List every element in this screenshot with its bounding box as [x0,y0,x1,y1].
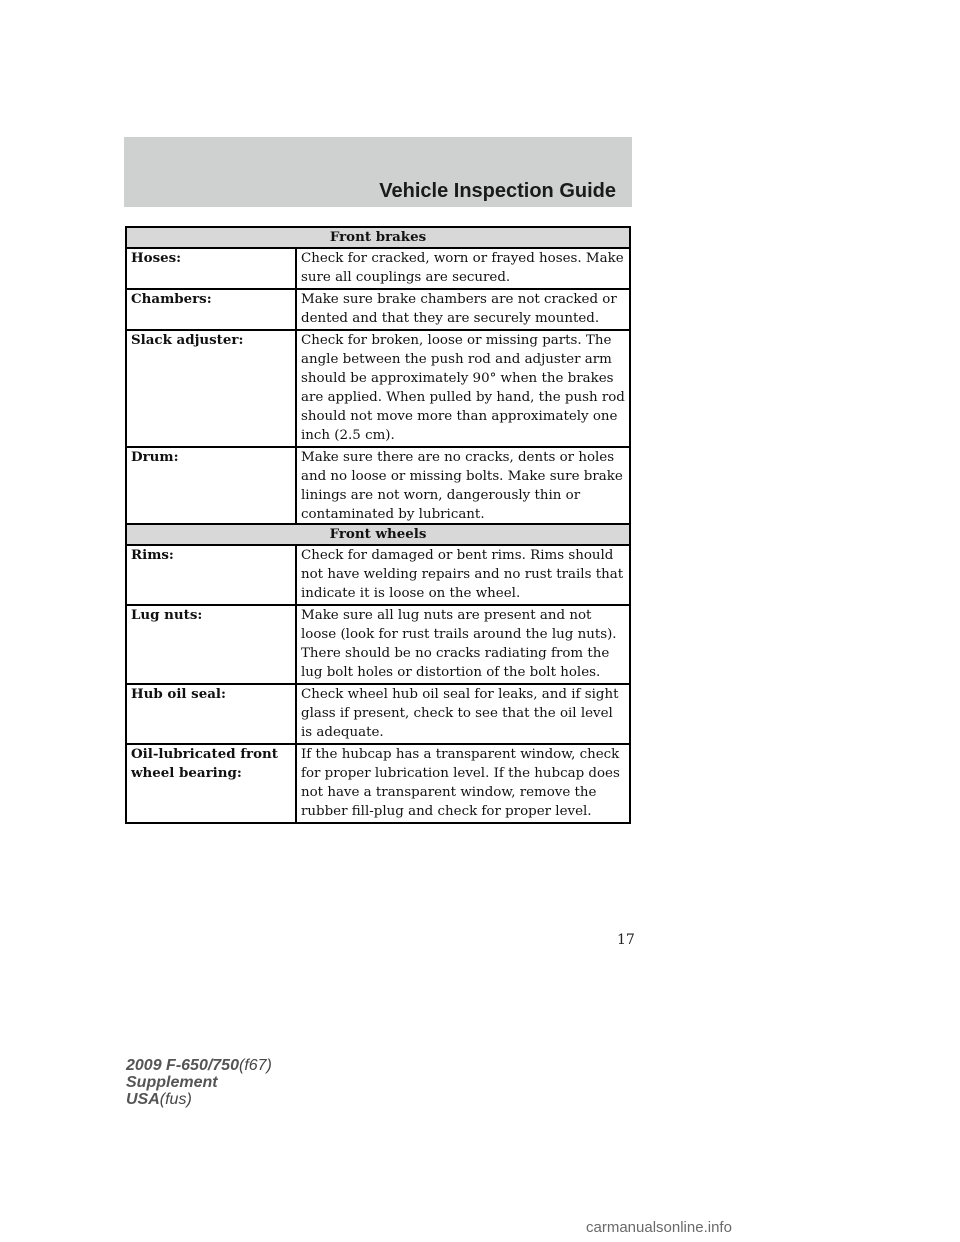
row-label: Slack adjuster: [126,330,296,447]
row-label: Drum: [126,447,296,526]
table-row [126,545,630,605]
row-text: Make sure there are no cracks, dents or holes and no loose or missing bolts. Make sure brake linings are not worn, dangerously thin or contaminated by lubricant. [296,447,630,526]
row-text: Check for cracked, worn or frayed hoses. Make sure all couplings are secured. [296,248,630,289]
front-wheels-table [125,523,631,824]
row-text: Check wheel hub oil seal for leaks, and if sight glass if present, check to see that the oil level is adequate. [296,684,630,744]
row-label: Rims: [126,545,296,605]
row-text: Check for damaged or bent rims. Rims should not have welding repairs and no rust trails that indicate it is loose on the wheel. [296,545,630,605]
table-row [126,684,630,744]
row-text: Make sure brake chambers are not cracked or dented and that they are securely mounted. [296,289,630,330]
watermark-link[interactable]: carmanualsonline.info [586,1219,732,1236]
row-label: Lug nuts: [126,605,296,684]
footer-model: 2009 F-650/750 [126,1057,239,1074]
document-footer [126,1057,272,1108]
table-heading: Front wheels [126,524,630,545]
footer-market-line [126,1091,272,1108]
row-text: Make sure all lug nuts are present and not loose (look for rust trails around the lug nuts). There should be no cracks radiating from the lug bolt holes or distortion of the bolt holes. [296,605,630,684]
header-band [124,137,632,207]
table-row [126,744,630,823]
table-heading: Front brakes [126,227,630,248]
table-row [126,605,630,684]
table-row [126,248,630,289]
page-number: 17 [617,932,635,948]
row-label: Hoses: [126,248,296,289]
row-text: If the hubcap has a transparent window, check for proper lubrication level. If the hubcap does not have a transparent window, remove the rubber fill-plug and check for proper level. [296,744,630,823]
row-text: Check for broken, loose or missing parts. The angle between the push rod and adjuster arm should be approximately 90° when the brakes are applied. When pulled by hand, the push rod should not move more than approximately one inch (2.5 cm). [296,330,630,447]
footer-market-code: (fus) [159,1091,192,1108]
footer-doc-line [126,1074,272,1091]
row-label: Hub oil seal: [126,684,296,744]
front-brakes-table [125,226,631,527]
footer-model-code: (f67) [238,1057,272,1074]
page-title: Vehicle Inspection Guide [379,180,616,202]
footer-model-line [126,1057,272,1074]
table-row [126,330,630,447]
row-label: Chambers: [126,289,296,330]
table-row [126,289,630,330]
footer-market: USA [126,1091,160,1108]
table-row [126,447,630,526]
row-label: Oil-lubricated front wheel bearing: [126,744,296,823]
footer-doc-type: Supplement [126,1074,218,1091]
